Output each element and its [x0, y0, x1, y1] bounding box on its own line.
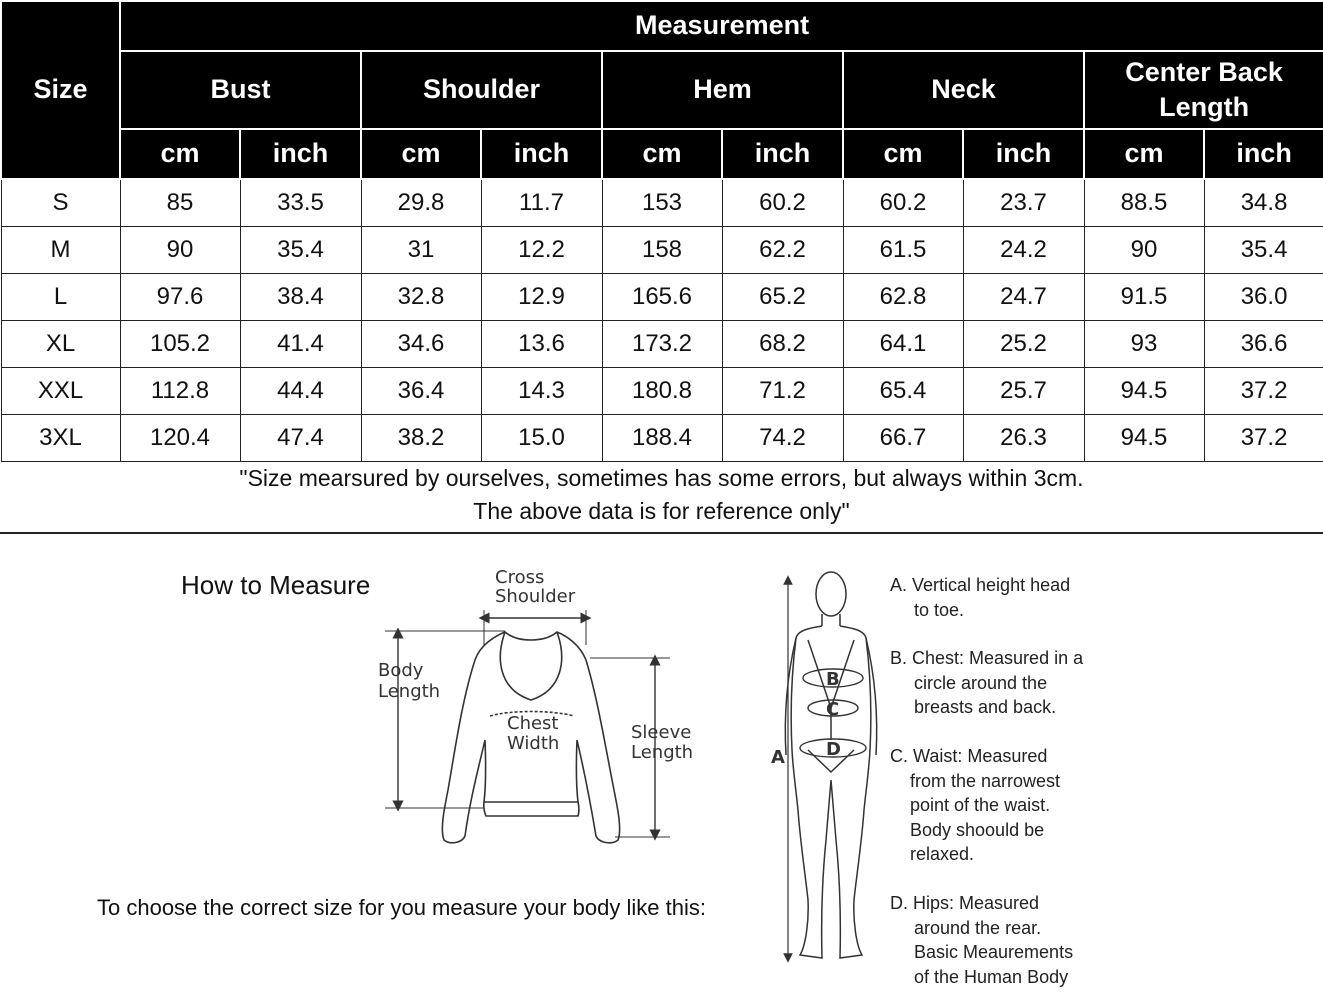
value-cell: 24.7 [963, 274, 1084, 321]
value-cell: 34.8 [1204, 179, 1323, 227]
size-cell: S [1, 179, 120, 227]
value-cell: 12.9 [481, 274, 602, 321]
value-cell: 65.2 [722, 274, 843, 321]
description-line: from the narrowest [910, 770, 1061, 791]
description-line: circle around the [914, 672, 1048, 693]
value-cell: 94.5 [1084, 368, 1204, 415]
value-cell: 65.4 [843, 368, 963, 415]
unit-header: cm [120, 129, 240, 179]
value-cell: 62.2 [722, 227, 843, 274]
size-cell: XL [1, 321, 120, 368]
body-diagram [785, 572, 876, 958]
description-line: Basic Meaurements [914, 942, 1074, 962]
value-cell: 88.5 [1084, 179, 1204, 227]
size-cell: XXL [1, 368, 120, 415]
table-row [1, 368, 1323, 415]
description-line: around the rear. [914, 917, 1042, 938]
value-cell: 68.2 [722, 321, 843, 368]
value-cell: 24.2 [963, 227, 1084, 274]
value-cell: 74.2 [722, 415, 843, 462]
description-line: of the Human Body [914, 966, 1069, 987]
value-cell: 61.5 [843, 227, 963, 274]
sleeve-length-label: Length [631, 742, 694, 763]
value-cell: 31 [361, 227, 481, 274]
measurement-header: Measurement [120, 1, 1323, 51]
description-c [890, 744, 1060, 867]
unit-header-row [1, 129, 1323, 179]
chest-width-label: Chest [507, 713, 559, 734]
value-cell: 90 [1084, 227, 1204, 274]
unit-header: inch [722, 129, 843, 179]
marker-a: A [771, 747, 785, 768]
how-to-measure-title: How to Measure [181, 570, 371, 600]
value-cell: 36.0 [1204, 274, 1323, 321]
value-cell: 44.4 [240, 368, 361, 415]
description-d [890, 891, 1073, 989]
value-cell: 153 [602, 179, 722, 227]
value-cell: 37.2 [1204, 368, 1323, 415]
value-cell: 38.2 [361, 415, 481, 462]
cross-shoulder-label: Shoulder [495, 586, 576, 607]
value-cell: 36.4 [361, 368, 481, 415]
sleeve-length-label: Sleeve [631, 722, 692, 743]
unit-header: cm [361, 129, 481, 179]
size-cell: M [1, 227, 120, 274]
value-cell: 60.2 [722, 179, 843, 227]
value-cell: 35.4 [240, 227, 361, 274]
value-cell: 97.6 [120, 274, 240, 321]
table-row [1, 179, 1323, 227]
column-header: Hem [602, 51, 843, 129]
value-cell: 112.8 [120, 368, 240, 415]
description-line: to toe. [914, 599, 965, 620]
value-cell: 36.6 [1204, 321, 1323, 368]
value-cell: 23.7 [963, 179, 1084, 227]
column-header: Shoulder [361, 51, 602, 129]
marker-c: C [826, 699, 840, 720]
description-b [890, 646, 1083, 720]
value-cell: 165.6 [602, 274, 722, 321]
unit-header: inch [481, 129, 602, 179]
unit-header: cm [602, 129, 722, 179]
value-cell: 66.7 [843, 415, 963, 462]
value-cell: 91.5 [1084, 274, 1204, 321]
size-cell: 3XL [1, 415, 120, 462]
value-cell: 33.5 [240, 179, 361, 227]
value-cell: 25.7 [963, 368, 1084, 415]
value-cell: 64.1 [843, 321, 963, 368]
table-row [1, 321, 1323, 368]
value-cell: 120.4 [120, 415, 240, 462]
marker-d: D [826, 739, 841, 760]
description-line: D. Hips: Measured [890, 893, 1040, 913]
size-chart-table [0, 0, 1323, 462]
value-cell: 85 [120, 179, 240, 227]
note-line: "Size mearsured by ourselves, sometimes has some errors, but always within 3cm. [239, 465, 1084, 491]
value-cell: 15.0 [481, 415, 602, 462]
value-cell: 34.6 [361, 321, 481, 368]
value-cell: 11.7 [481, 179, 602, 227]
value-cell: 94.5 [1084, 415, 1204, 462]
value-cell: 105.2 [120, 321, 240, 368]
value-cell: 25.2 [963, 321, 1084, 368]
value-cell: 47.4 [240, 415, 361, 462]
value-cell: 35.4 [1204, 227, 1323, 274]
value-cell: 60.2 [843, 179, 963, 227]
value-cell: 26.3 [963, 415, 1084, 462]
size-cell: L [1, 274, 120, 321]
value-cell: 180.8 [602, 368, 722, 415]
value-cell: 12.2 [481, 227, 602, 274]
column-header: Neck [843, 51, 1084, 129]
disclaimer-note [0, 462, 1323, 534]
cross-shoulder-label: Cross [495, 567, 545, 588]
marker-b: B [826, 669, 840, 690]
size-rows [1, 179, 1323, 462]
description-line: point of the waist. [910, 795, 1051, 815]
table-row [1, 274, 1323, 321]
table-row [1, 415, 1323, 462]
unit-header: cm [843, 129, 963, 179]
table-row [1, 227, 1323, 274]
body-length-label: Body [378, 660, 424, 681]
description-line: Body shoould be [910, 819, 1045, 840]
value-cell: 93 [1084, 321, 1204, 368]
choose-size-text: To choose the correct size for you measure your body like this: [97, 895, 706, 920]
unit-header: inch [240, 129, 361, 179]
value-cell: 90 [120, 227, 240, 274]
column-header: Bust [120, 51, 361, 129]
unit-header: cm [1084, 129, 1204, 179]
value-cell: 13.6 [481, 321, 602, 368]
description-a [890, 573, 1070, 622]
description-line: relaxed. [910, 844, 975, 864]
value-cell: 71.2 [722, 368, 843, 415]
description-line: B. Chest: Measured in a [890, 648, 1084, 668]
description-line: breasts and back. [914, 697, 1057, 717]
value-cell: 188.4 [602, 415, 722, 462]
value-cell: 29.8 [361, 179, 481, 227]
value-cell: 173.2 [602, 321, 722, 368]
value-cell: 14.3 [481, 368, 602, 415]
body-length-label: Length [378, 681, 441, 702]
value-cell: 37.2 [1204, 415, 1323, 462]
size-header: Size [1, 1, 120, 179]
value-cell: 32.8 [361, 274, 481, 321]
chest-width-label: Width [507, 733, 560, 754]
column-header: Center Back Length [1084, 51, 1323, 129]
description-line: A. Vertical height head [890, 575, 1071, 595]
value-cell: 158 [602, 227, 722, 274]
unit-header: inch [963, 129, 1084, 179]
value-cell: 41.4 [240, 321, 361, 368]
description-line: C. Waist: Measured [890, 746, 1048, 766]
value-cell: 62.8 [843, 274, 963, 321]
measure-illustrations [0, 540, 1323, 996]
unit-header: inch [1204, 129, 1323, 179]
note-line: The above data is for reference only" [473, 498, 850, 524]
value-cell: 38.4 [240, 274, 361, 321]
